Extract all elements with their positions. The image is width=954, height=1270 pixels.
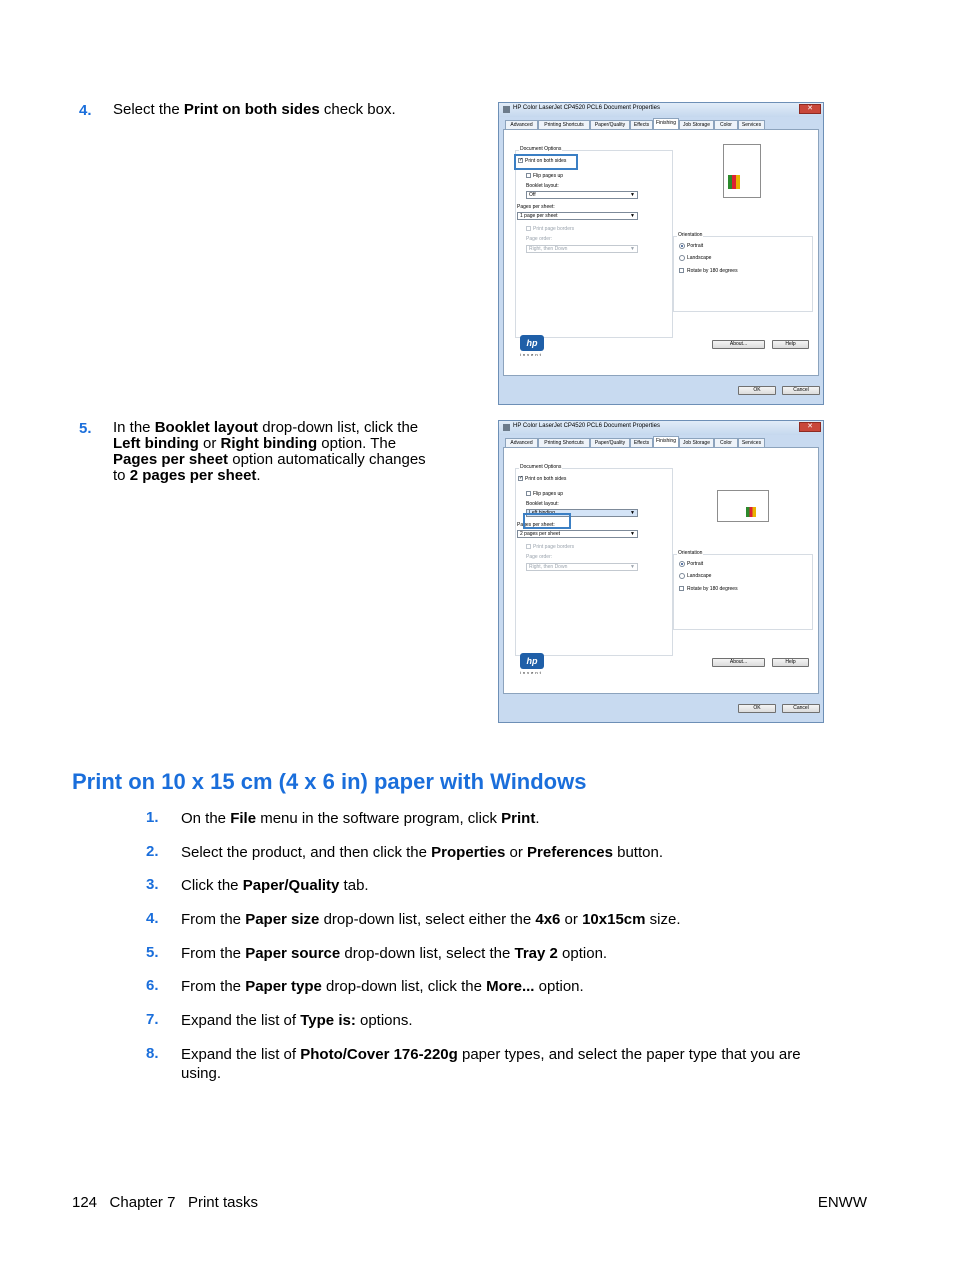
emphasis-text: 10x15cm [582, 911, 646, 928]
page-order-select[interactable]: Right, then Down ▼ [526, 245, 638, 253]
text-run: menu in the software program, click [256, 810, 502, 827]
step-number: 1. [146, 809, 159, 826]
emphasis-text: Print [501, 810, 536, 827]
pages-per-sheet-select[interactable]: 2 pages per sheet ▼ [517, 530, 638, 538]
emphasis-text: More... [486, 978, 535, 995]
hp-invent-tagline: invent [520, 670, 543, 675]
print-page-borders-checkbox[interactable] [526, 226, 531, 231]
tab-finishing[interactable]: Finishing [653, 118, 679, 129]
step-text [181, 809, 540, 828]
tab-printing-shortcuts[interactable]: Printing Shortcuts [538, 120, 590, 129]
pages-per-sheet-label: Pages per sheet: [517, 522, 555, 528]
text-run: On the [181, 810, 231, 827]
text-run: option. [557, 945, 608, 962]
portrait-radio[interactable] [679, 561, 685, 567]
portrait-label: Portrait [687, 243, 704, 249]
page-order-label: Page order: [526, 554, 553, 560]
dialog-title: HP Color LaserJet CP4520 PCL6 Document Properties [513, 423, 660, 429]
page-number: 124 [72, 1194, 98, 1211]
portrait-label: Portrait [687, 561, 704, 567]
step-text [181, 843, 663, 862]
tab-color[interactable]: Color [714, 120, 738, 129]
text-run: button. [612, 844, 663, 861]
step-number: 8. [146, 1045, 159, 1062]
step-number: 5. [146, 944, 159, 961]
emphasis-text: File [230, 810, 257, 827]
step-text [181, 876, 369, 895]
booklet-layout-select[interactable]: Left binding ▼ [526, 509, 638, 517]
text-run: to [113, 467, 130, 484]
emphasis-text: Booklet layout [154, 419, 259, 436]
step-number: 4. [79, 102, 92, 119]
text-run: From the [181, 945, 246, 962]
portrait-radio[interactable] [679, 243, 685, 249]
tab-effects[interactable]: Effects [630, 438, 653, 447]
about-button[interactable]: About... [712, 658, 765, 667]
tab-printing-shortcuts[interactable]: Printing Shortcuts [538, 438, 590, 447]
chapter-label: Chapter 7 [109, 1194, 176, 1211]
footer-right: ENWW [817, 1194, 867, 1211]
emphasis-text: 4x6 [535, 911, 561, 928]
section-heading: Print on 10 x 15 cm (4 x 6 in) paper with Windows [72, 769, 587, 794]
dropdown-arrow-icon: ▼ [630, 564, 635, 570]
dropdown-arrow-icon: ▼ [630, 192, 635, 198]
flip-pages-up-checkbox[interactable] [526, 173, 531, 178]
tab-advanced[interactable]: Advanced [505, 120, 538, 129]
rotate-label: Rotate by 180 degrees [687, 586, 738, 592]
emphasis-text: Paper size [245, 911, 320, 928]
printer-icon [503, 106, 510, 113]
dropdown-arrow-icon: ▼ [630, 213, 635, 219]
text-run: tab. [339, 877, 369, 894]
text-run: size. [645, 911, 681, 928]
hp-invent-tagline: invent [520, 352, 543, 357]
text-run: Expand the list of [181, 1012, 301, 1029]
print-both-sides-label: Print on both sides [525, 476, 567, 482]
text-run: or [198, 435, 221, 452]
landscape-label: Landscape [687, 573, 712, 579]
help-button[interactable]: Help [772, 658, 809, 667]
landscape-radio[interactable] [679, 255, 685, 261]
print-both-sides-label: Print on both sides [525, 158, 567, 164]
chapter-title: Print tasks [187, 1194, 258, 1211]
text-run: From the [181, 978, 246, 995]
document-properties-dialog [498, 420, 824, 723]
emphasis-text: Paper type [245, 978, 322, 995]
tab-effects[interactable]: Effects [630, 120, 653, 129]
step-number: 3. [146, 876, 159, 893]
emphasis-text: Print on both sides [183, 101, 320, 118]
print-page-borders-label: Print page borders [533, 544, 575, 550]
emphasis-text: Left binding [113, 435, 199, 452]
step-text [113, 420, 426, 484]
booklet-layout-label: Booklet layout: [526, 183, 559, 189]
emphasis-text: Pages per sheet [113, 451, 229, 468]
title-bar [499, 421, 823, 435]
text-run: option. [534, 978, 584, 995]
pages-per-sheet-label: Pages per sheet: [517, 204, 555, 210]
close-button[interactable]: ✕ [799, 422, 821, 432]
page-order-select[interactable]: Right, then Down ▼ [526, 563, 638, 571]
step-text [181, 944, 607, 963]
step-text [181, 1011, 413, 1030]
group-label: Document Options [520, 464, 562, 470]
emphasis-text: Paper/Quality [242, 877, 340, 894]
text-run: drop-down list, click the [321, 978, 487, 995]
step-number: 7. [146, 1011, 159, 1028]
text-run: or [505, 844, 528, 861]
emphasis-text: Tray 2 [514, 945, 558, 962]
text-run: Click the [181, 877, 243, 894]
landscape-radio[interactable] [679, 573, 685, 579]
text-run: drop-down list, select either the [319, 911, 536, 928]
dropdown-arrow-icon: ▼ [630, 246, 635, 252]
finishing-panel [503, 129, 819, 376]
flip-pages-up-label: Flip pages up [533, 491, 564, 497]
rotate-label: Rotate by 180 degrees [687, 268, 738, 274]
ok-button[interactable]: OK [738, 386, 776, 395]
emphasis-text: Type is: [300, 1012, 356, 1029]
ok-button[interactable]: OK [738, 704, 776, 713]
tab-paper-quality[interactable]: Paper/Quality [590, 120, 630, 129]
tab-paper-quality[interactable]: Paper/Quality [590, 438, 630, 447]
step-number: 4. [146, 910, 159, 927]
printer-icon [503, 424, 510, 431]
tab-job-storage[interactable]: Job Storage [679, 438, 714, 447]
booklet-layout-select[interactable]: Off ▼ [526, 191, 638, 199]
text-run: check box. [319, 101, 396, 118]
emphasis-text: Right binding [220, 435, 318, 452]
emphasis-text: Preferences [527, 844, 613, 861]
tab-color[interactable]: Color [714, 438, 738, 447]
help-button[interactable]: Help [772, 340, 809, 349]
text-run: drop-down list, select the [340, 945, 515, 962]
emphasis-text: Paper source [245, 945, 341, 962]
text-run: . [535, 810, 540, 827]
cancel-button[interactable]: Cancel [782, 386, 820, 395]
preview-chart-icon [728, 175, 740, 189]
tab-finishing[interactable]: Finishing [653, 436, 679, 447]
cancel-button[interactable]: Cancel [782, 704, 820, 713]
step-number: 5. [79, 420, 92, 437]
text-run: or [560, 911, 583, 928]
emphasis-text: Properties [431, 844, 506, 861]
text-run: Select the product, and then click the [181, 844, 432, 861]
footer-left [72, 1194, 258, 1211]
text-run: using. [181, 1065, 222, 1082]
emphasis-text: Photo/Cover 176-220g [300, 1046, 458, 1063]
dropdown-arrow-icon: ▼ [630, 510, 635, 516]
about-button[interactable]: About... [712, 340, 765, 349]
flip-pages-up-checkbox[interactable] [526, 491, 531, 496]
dialog-title: HP Color LaserJet CP4520 PCL6 Document Properties [513, 105, 660, 111]
step-text [181, 910, 681, 929]
print-page-borders-label: Print page borders [533, 226, 575, 232]
callout-highlight [514, 154, 578, 170]
text-run: In the [113, 419, 155, 436]
text-run: Select the [113, 101, 184, 118]
page-order-label: Page order: [526, 236, 553, 242]
text-run: From the [181, 911, 246, 928]
title-bar [499, 103, 823, 117]
group-label: Orientation [678, 232, 703, 238]
step-number: 2. [146, 843, 159, 860]
tab-advanced[interactable]: Advanced [505, 438, 538, 447]
group-label: Orientation [678, 550, 703, 556]
text-run: paper types, and select the paper type that you are [457, 1046, 801, 1063]
preview-chart-icon [746, 507, 756, 517]
text-run: options. [355, 1012, 413, 1029]
landscape-label: Landscape [687, 255, 712, 261]
step-number: 6. [146, 977, 159, 994]
text-run: . [256, 467, 261, 484]
text-run: option. The [317, 435, 397, 452]
dropdown-arrow-icon: ▼ [630, 531, 635, 537]
tab-services[interactable]: Services [738, 438, 765, 447]
text-run: drop-down list, click the [258, 419, 419, 436]
text-run: Expand the list of [181, 1046, 301, 1063]
rotate-checkbox[interactable] [679, 268, 684, 273]
pages-per-sheet-select[interactable]: 1 page per sheet ▼ [517, 212, 638, 220]
flip-pages-up-label: Flip pages up [533, 173, 564, 179]
step-text [113, 102, 396, 118]
callout-highlight [523, 513, 571, 529]
tab-services[interactable]: Services [738, 120, 765, 129]
print-both-sides-checkbox[interactable]: ✓ [519, 157, 524, 163]
hp-logo: hp [520, 653, 544, 669]
tab-job-storage[interactable]: Job Storage [679, 120, 714, 129]
document-properties-dialog [498, 102, 824, 405]
emphasis-text: 2 pages per sheet [129, 467, 257, 484]
step-text [181, 977, 584, 996]
step-text [181, 1045, 801, 1083]
group-label: Document Options [520, 146, 562, 152]
finishing-panel [503, 447, 819, 694]
close-button[interactable]: ✕ [799, 104, 821, 114]
page-preview-image [723, 144, 761, 198]
text-run: option automatically changes [228, 451, 426, 468]
print-both-sides-checkbox[interactable]: ✓ [519, 475, 524, 481]
booklet-layout-label: Booklet layout: [526, 501, 559, 507]
page-preview-image [717, 490, 769, 522]
hp-logo: hp [520, 335, 544, 351]
print-page-borders-checkbox[interactable] [526, 544, 531, 549]
rotate-checkbox[interactable] [679, 586, 684, 591]
